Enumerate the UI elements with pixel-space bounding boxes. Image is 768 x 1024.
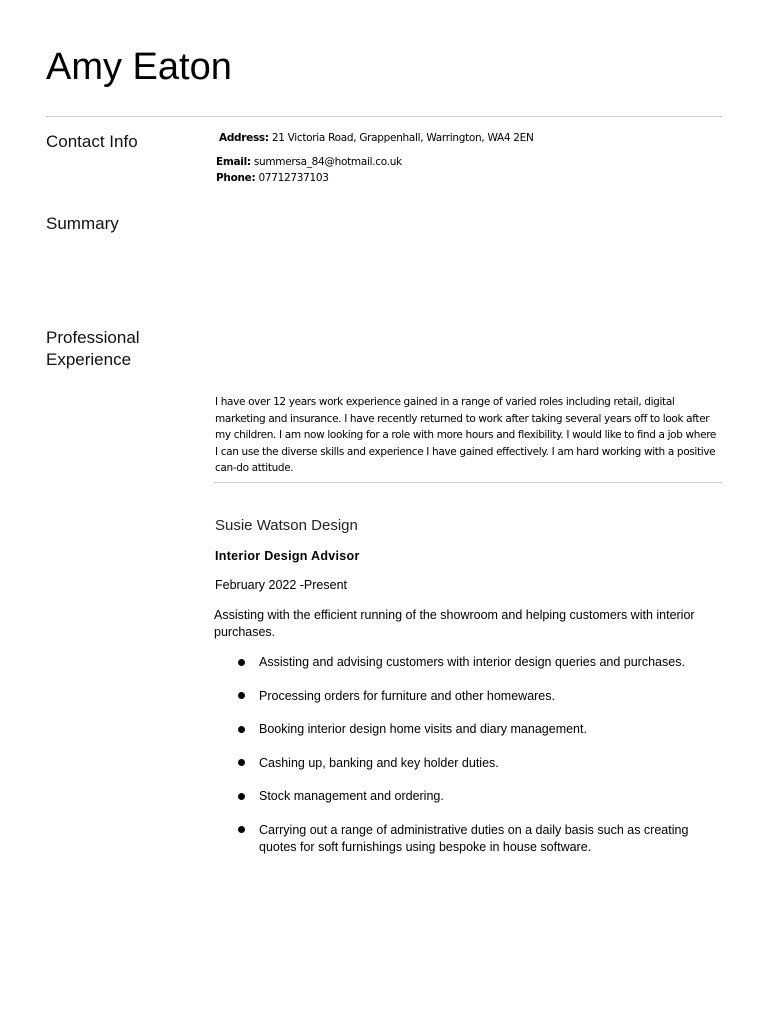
summary-divider: [214, 482, 722, 483]
list-item: [235, 822, 705, 857]
list-item: [235, 755, 705, 773]
section-label-summary: Summary: [46, 214, 119, 233]
contact-address-label: Address:: [219, 132, 269, 144]
summary-text: I have over 12 years work experience gained in a range of varied roles including retail, digital marketing and insurance. I have recently returned to work after taking several years off to look after my children. I am now looking for a role with more hours and flexibility. I would like to find a job where I can use the diverse skills and experience I have gained effectively. I am hard working with a positive can-do attitude.: [215, 396, 717, 475]
duty-text: Cashing up, banking and key holder duties.: [259, 755, 499, 770]
section-label-contact: Contact Info: [46, 132, 138, 151]
header-divider: [46, 116, 722, 117]
contact-phone-value: 07712737103: [258, 172, 329, 184]
duty-text: Stock management and ordering.: [259, 789, 444, 803]
job-title: Interior Design Advisor: [215, 549, 360, 563]
duty-text: Processing orders for furniture and other homewares.: [259, 688, 555, 703]
contact-email: [216, 154, 402, 170]
bullet-icon: [238, 692, 245, 699]
bullet-icon: [238, 726, 245, 733]
list-item: [235, 721, 705, 739]
duty-text: Carrying out a range of administrative duties on a daily basis such as creating quotes for soft furnishings using bespoke in house software.: [259, 822, 689, 854]
list-item: [235, 788, 705, 806]
contact-email-value: summersa_84@hotmail.co.uk: [253, 156, 402, 168]
job-duties-list: [235, 654, 705, 873]
bullet-icon: [238, 759, 245, 766]
contact-phone-label: Phone:: [216, 172, 256, 184]
duty-text: Assisting and advising customers with interior design queries and purchases.: [259, 655, 685, 669]
job-company: Susie Watson Design: [215, 517, 358, 534]
bullet-icon: [238, 826, 245, 833]
resume-name: Amy Eaton: [46, 46, 232, 88]
bullet-icon: [238, 793, 245, 800]
contact-address: [219, 130, 534, 146]
list-item: [235, 654, 705, 672]
job-description: Assisting with the efficient running of the showroom and helping customers with interior purchases.: [214, 608, 695, 639]
contact-phone: [216, 170, 329, 186]
duty-text: Booking interior design home visits and diary management.: [259, 722, 587, 736]
bullet-icon: [238, 659, 245, 666]
section-label-experience: Professional Experience: [46, 328, 140, 369]
job-dates: February 2022 -Present: [215, 578, 348, 592]
list-item: [235, 688, 705, 706]
contact-address-value: 21 Victoria Road, Grappenhall, Warrington, WA4 2EN: [271, 132, 534, 144]
contact-email-label: Email:: [216, 156, 251, 168]
